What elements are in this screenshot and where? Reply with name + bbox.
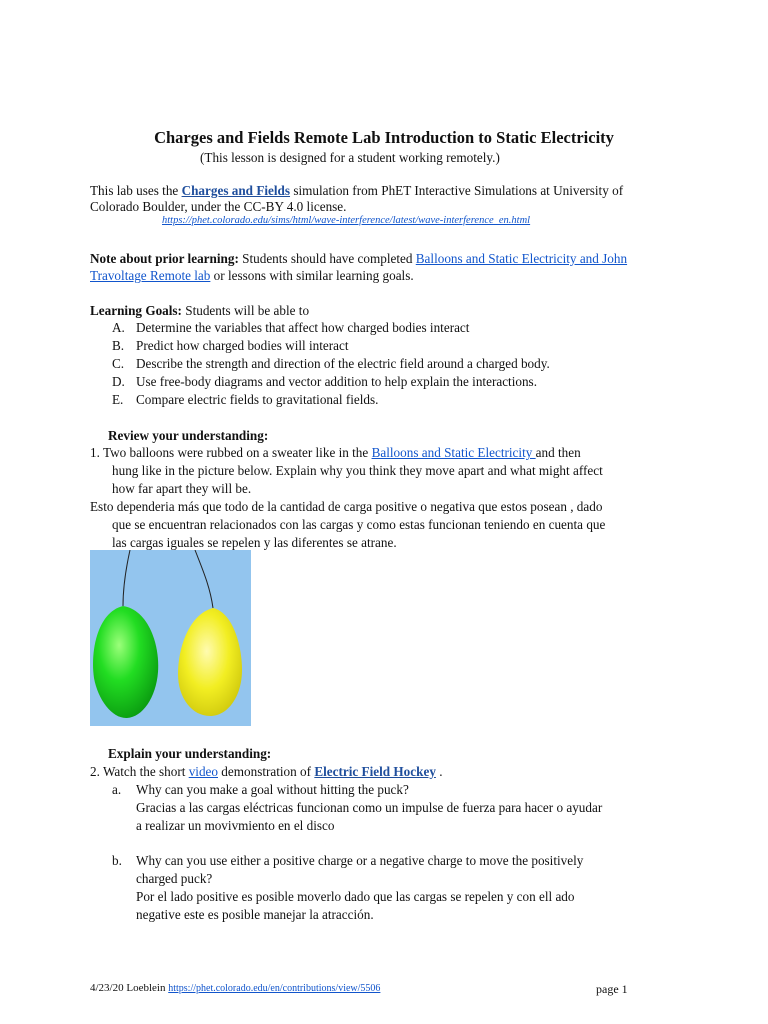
right-string [195,550,213,608]
goal-text: Compare electric fields to gravitational fields. [136,392,379,407]
question-2a-letter: a. [112,782,122,797]
goal-text: Determine the variables that affect how charged bodies interact [136,320,470,335]
question-text: . [435,764,443,779]
question-2b-letter: b. [112,853,122,868]
question-1-line-1 [90,444,581,462]
answer-1-line-1: Esto dependeria más que todo de la cantidad de carga positive o negativa que estos posean , dado [90,499,603,514]
question-1-line-2: hung like in the picture below. Explain why you think they move apart and what might affect [112,463,603,478]
goal-item [0,355,768,373]
simulation-url-text[interactable]: https://phet.colorado.edu/sims/html/wave-interference/latest/wave-interference_en.html [162,215,531,226]
review-heading: Review your understanding: [108,428,269,443]
question-text: demonstration of [218,764,315,779]
prior-learning-line-2 [90,267,414,285]
video-link[interactable]: video [188,764,218,779]
footer-date-author: 4/23/20 Loeblein [90,982,169,994]
question-1-line-3: how far apart they will be. [112,481,252,496]
question-text: and then [535,445,581,460]
answer-2b-line-1: Por el lado positive es posible moverlo dado que las cargas se repelen y con ell ado [136,889,575,904]
prior-learning-text: Students should have completed [238,251,416,266]
answer-1-line-2: que se encuentran relacionados con las cargas y como estas funcionan teniendo en cuenta que [112,517,606,532]
answer-2a-line-1: Gracias a las cargas eléctricas funcionan como un impulse de fuerza para hacer o ayudar [136,800,603,815]
intro-text: This lab uses the [90,183,182,198]
green-balloon [93,606,158,718]
learning-goals-intro: Students will be able to [181,303,310,318]
answer-2a-line-2: a realizar un movivmiento en el disco [136,818,335,833]
answer-2b-line-2: negative este es posible manejar la atracción. [136,907,374,922]
goal-letter: D. [112,374,125,389]
balloons-image [90,550,251,726]
intro-line-2: Colorado Boulder, under the CC-BY 4.0 license. [90,199,347,214]
learning-goals-heading [90,302,309,320]
goal-text: Use free-body diagrams and vector addition to help explain the interactions. [136,374,537,389]
goal-letter: C. [112,356,125,371]
goal-item [0,319,768,337]
prior-learning-text: or lessons with similar learning goals. [210,268,414,283]
prior-learning-line-1 [90,250,627,268]
prior-learning-label: Note about prior learning: [90,251,239,266]
goal-text: Describe the strength and direction of the electric field around a charged body. [136,356,550,371]
travoltage-link[interactable]: Travoltage Remote lab [90,268,211,283]
goal-letter: A. [112,320,125,335]
answer-1-line-3: las cargas iguales se repelen y las diferentes se atrane. [112,535,397,550]
yellow-balloon [178,608,242,716]
goal-letter: B. [112,338,125,353]
balloons-static-link[interactable]: Balloons and Static Electricity and John [415,251,628,266]
page-title: Charges and Fields Remote Lab Introduction to Static Electricity [154,128,614,147]
goal-item [0,373,768,391]
left-string [123,550,130,606]
footer-url-link[interactable]: https://phet.colorado.edu/en/contributions/view/5506 [168,983,381,994]
question-2a-text: Why can you make a goal without hitting the puck? [136,782,409,797]
goal-letter: E. [112,392,124,407]
page-subtitle: (This lesson is designed for a student working remotely.) [200,150,500,165]
question-2b-line-2: charged puck? [136,871,213,886]
learning-goals-label: Learning Goals: [90,303,182,318]
goal-item [0,391,768,409]
charges-and-fields-link[interactable]: Charges and Fields [181,183,291,198]
page-number: page 1 [596,982,628,996]
question-2b-line-1: Why can you use either a positive charge or a negative charge to move the positively [136,853,584,868]
explain-heading: Explain your understanding: [108,746,272,761]
balloons-static-link-2[interactable]: Balloons and Static Electricity [371,445,536,460]
electric-field-hockey-link[interactable]: Electric Field Hockey [314,764,436,779]
question-text: 1. Two balloons were rubbed on a sweater like in the [90,445,372,460]
balloons-illustration [90,550,251,726]
goal-text: Predict how charged bodies will interact [136,338,349,353]
footer-left [90,982,380,994]
question-2 [90,763,443,781]
intro-text: simulation from PhET Interactive Simulations at University of [290,183,624,198]
question-text: 2. Watch the short [90,764,189,779]
simulation-url-link[interactable] [162,215,530,226]
goal-item [0,337,768,355]
